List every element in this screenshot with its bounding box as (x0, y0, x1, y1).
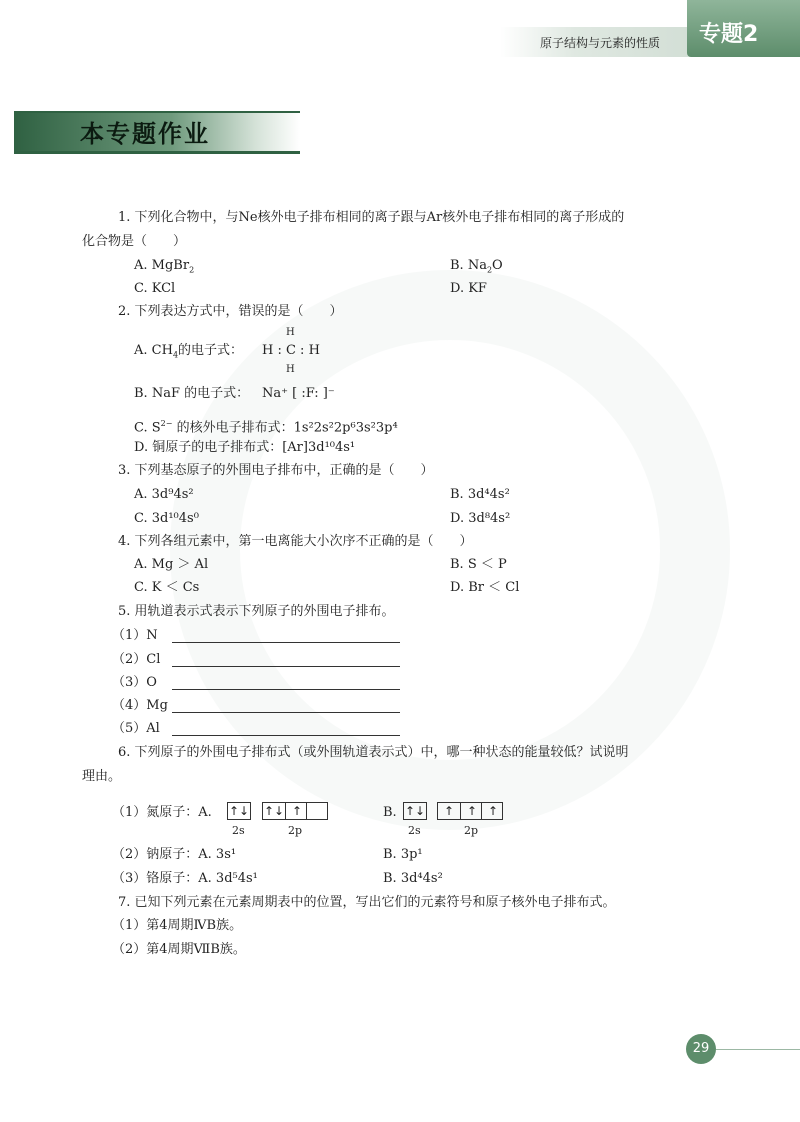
q6-n-b-2s-orbital: ↑↓ (404, 804, 426, 818)
q6-stem-line1: 6. 下列原子的外围电子排布式（或外围轨道表示式）中，哪一种状态的能量较低？试说明 (118, 745, 629, 760)
q6-n-b-2s-box (403, 802, 427, 820)
q2-option-a-text: A. CH (134, 343, 173, 358)
q6-n-b-2p-orbital-1: ↑ (443, 804, 455, 818)
q7-stem: 7. 已知下列元素在元素周期表中的位置，写出它们的元素符号和原子核外电子排布式。 (118, 895, 616, 910)
q6-n-b-2p-box (437, 802, 503, 820)
q1-option-b-tail: O (492, 258, 503, 273)
q6-n-b-label: B. (383, 805, 397, 820)
q2-option-a-sub: 4 (172, 350, 179, 360)
q1-option-b (450, 258, 503, 279)
q6-n-b-2p-orbital-2: ↑ (460, 803, 483, 819)
q2-a-top-h: H (286, 327, 295, 338)
q3-option-a: A. 3d⁹4s² (134, 487, 194, 502)
q6-n-a-2p-orbital-1: ↑↓ (263, 804, 285, 818)
q7-item-2: （2）第4周期ⅦB族。 (112, 942, 246, 957)
q6-n-a-2p-label: 2p (288, 824, 303, 837)
q6-n-b-2s-label: 2s (408, 824, 421, 837)
q1-option-a-sub: 2 (189, 265, 195, 275)
q4-option-a: A. Mg ＞ Al (134, 557, 209, 572)
q4-option-d: D. Br ＜ Cl (450, 580, 520, 595)
q1-stem-line2: 化合物是（ ） (82, 234, 187, 249)
q2-option-c-tail: 的核外电子排布式：1s²2s²2p⁶3s²3p⁴ (172, 420, 398, 436)
q6-n-a-2s-label: 2s (232, 824, 245, 837)
chapter-tab-label: 专题2 (699, 22, 759, 47)
q5-answer-line-4[interactable] (172, 712, 400, 713)
chapter-title: 原子结构与元素的性质 (540, 36, 661, 50)
q1-stem-line1: 1. 下列化合物中，与Ne核外电子排布相同的离子跟与Ar核外电子排布相同的离子形成的 (118, 210, 625, 225)
q4-option-b: B. S ＜ P (450, 557, 507, 572)
q6-na-option-b: B. 3p¹ (383, 847, 423, 862)
q6-n-a-2p-orbital-2: ↑ (285, 803, 308, 819)
q5-stem: 5. 用轨道表示式表示下列原子的外围电子排布。 (118, 604, 395, 619)
q6-na-option-a: （2）钠原子：A. 3s¹ (112, 847, 237, 862)
q2-a-electron-formula: H : C : H (262, 343, 320, 358)
q2-stem: 2. 下列表达方式中，错误的是（ ） (118, 304, 343, 319)
q6-n-b-2p-orbital-3: ↑ (481, 803, 504, 819)
q2-option-a-tail: 的电子式： (178, 343, 244, 358)
q5-item-4: （4）Mg (112, 698, 168, 713)
q5-answer-line-5[interactable] (172, 735, 400, 736)
page-number: 29 (686, 1034, 716, 1064)
q6-n-b-2p-label: 2p (464, 824, 479, 837)
q3-stem: 3. 下列基态原子的外围电子排布中，正确的是（ ） (118, 463, 434, 478)
q6-n-a-2s-orbital: ↑↓ (228, 804, 250, 818)
q1-option-a-text: A. MgBr (134, 258, 190, 273)
q1-option-a (134, 258, 194, 279)
page-number-rule (716, 1049, 800, 1050)
q6-n-a-2p-box (262, 802, 328, 820)
q2-option-c (134, 416, 398, 436)
section-title: 本专题作业 (80, 120, 210, 148)
q5-item-1: （1）N (112, 628, 158, 643)
q6-stem-line2: 理由。 (82, 769, 122, 784)
q2-a-bot-h: H (286, 364, 295, 375)
q5-item-5: （5）Al (112, 721, 160, 736)
q2-b-electron-formula: Na⁺ [ :F: ]⁻ (262, 386, 335, 401)
q5-answer-line-1[interactable] (172, 642, 400, 643)
q3-option-c: C. 3d¹⁰4s⁰ (134, 511, 199, 526)
q6-n-a-2p-orbital-3 (306, 803, 329, 819)
q6-n-a-2s-box (227, 802, 251, 820)
q7-item-1: （1）第4周期ⅣB族。 (112, 918, 243, 933)
q3-option-d: D. 3d⁸4s² (450, 511, 511, 526)
q5-answer-line-3[interactable] (172, 689, 400, 690)
q6-cr-option-a: （3）铬原子：A. 3d⁵4s¹ (112, 871, 258, 886)
section-title-rule (14, 111, 300, 113)
q3-option-b: B. 3d⁴4s² (450, 487, 510, 502)
q6-n-label: （1）氮原子：A. (112, 805, 212, 820)
q1-option-b-sub: 2 (486, 265, 493, 275)
q4-option-c: C. K ＜ Cs (134, 580, 200, 595)
q2-option-b-label: B. NaF 的电子式： (134, 386, 250, 401)
q1-option-b-text: B. Na (450, 258, 487, 273)
q5-item-3: （3）O (112, 675, 157, 690)
q2-option-c-sup: 2− (160, 419, 173, 428)
q5-answer-line-2[interactable] (172, 666, 400, 667)
chapter-tab (687, 0, 800, 57)
q5-item-2: （2）Cl (112, 652, 161, 667)
q4-stem: 4. 下列各组元素中，第一电离能大小次序不正确的是（ ） (118, 534, 473, 549)
q1-option-c: C. KCl (134, 281, 176, 296)
q1-option-d: D. KF (450, 281, 487, 296)
q6-cr-option-b: B. 3d⁴4s² (383, 871, 443, 886)
q2-option-a (134, 343, 243, 364)
q2-option-d: D. 铜原子的电子排布式：[Ar]3d¹⁰4s¹ (134, 440, 356, 455)
q2-option-c-text: C. S (134, 420, 161, 436)
